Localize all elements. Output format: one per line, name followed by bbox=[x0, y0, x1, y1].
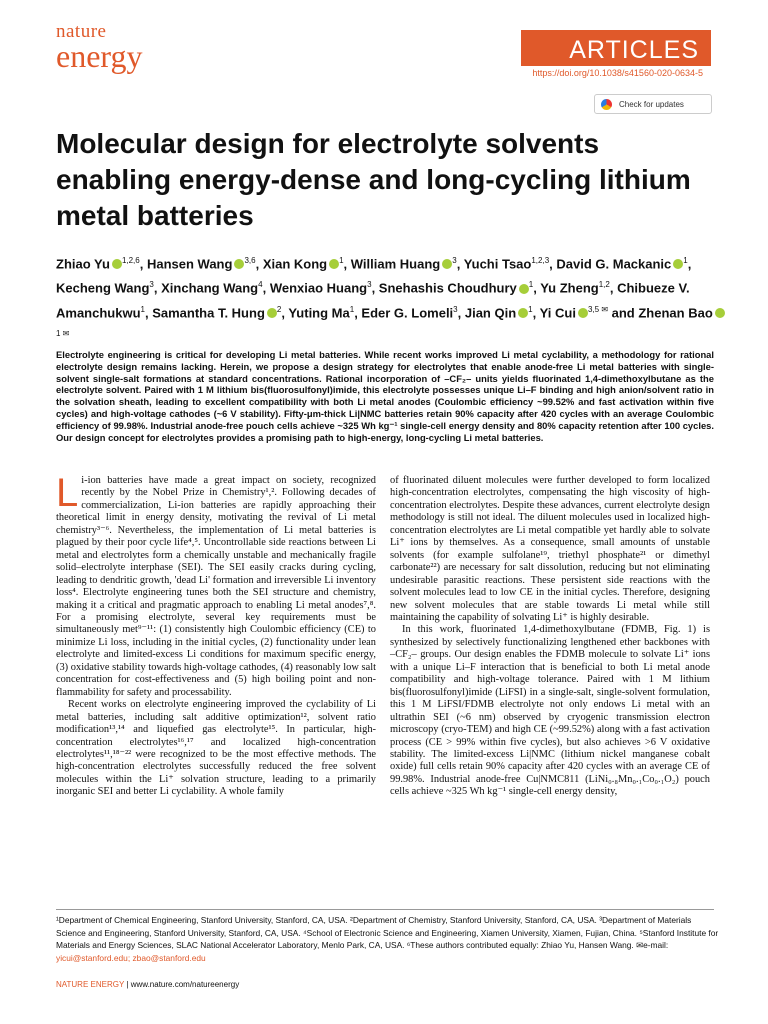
author-name[interactable]: David G. Mackanic bbox=[556, 256, 672, 272]
author-affiliation-sup: 3 bbox=[452, 256, 457, 265]
author-affiliation-sup: 1,2,3 bbox=[531, 256, 550, 265]
paragraph-3: of fluorinated diluent molecules were further developed to form localized high-concentration electrolytes, compensating the high viscosity of high-concentration electrolytes. Despite these advances, current electrolyte design methodology is still not ideal. The diluent molecules used in localized high-concentration electrolytes are Li metal compatible yet hardly able to solvate Li⁺ ions by themselves. As a consequence, small amounts of unstable solvents (for example sulfolane¹⁹, triethyl phosphate²¹ or dimethyl carbonate²²) are necessary for salt dissolution, reducing but not eliminating undesirable parasitic reactions. These persistent side reactions with the solvent molecules lead to low CE in the initial cycles. Therefore, designing new solvent molecules that are stable towards Li metal while still maintaining the capability of solvating Li⁺ is highly desirable. bbox=[390, 475, 710, 623]
email-links[interactable]: yicui@stanford.edu; zbao@stanford.edu bbox=[56, 952, 206, 963]
body-column-left bbox=[56, 471, 376, 799]
author-affiliation-sup: 3,5 ✉ bbox=[587, 304, 609, 314]
author-name[interactable]: Yu Zheng bbox=[540, 280, 599, 296]
author-affiliation-sup: 4 bbox=[258, 280, 263, 290]
paragraph-2: Recent works on electrolyte engineering improved the cyclability of Li metal batteries, including salt additive optimization¹², solvent ratio modification¹³,¹⁴ and liquefied gas electrolyte¹⁵. In particular, high-concentration electrolytes¹⁶,¹⁷ and localized high-concentration electrolytes¹¹,¹⁸⁻²² were recognized to be the most effective methods. The high-concentration electrolytes successfully reduced the free solvent molecules within the Li⁺ solvation structure, leading to a primarily inorganic SEI and better Li cyclability. A whole family bbox=[56, 699, 376, 798]
author-affiliation-sup: 1 bbox=[528, 304, 533, 314]
author-name[interactable]: Xinchang Wang bbox=[161, 280, 259, 296]
check-updates-button[interactable] bbox=[594, 94, 712, 114]
footnote-divider bbox=[56, 909, 714, 910]
footer-journal: NATURE ENERGY bbox=[56, 980, 125, 989]
orcid-icon[interactable] bbox=[519, 284, 529, 294]
logo-line-2: energy bbox=[56, 38, 143, 74]
paragraph-1 bbox=[56, 471, 376, 699]
orcid-icon[interactable] bbox=[442, 259, 452, 269]
author-affiliation-sup: 1 bbox=[339, 256, 344, 265]
author-affiliation-sup: 3 bbox=[367, 280, 372, 290]
author-list: Zhiao Yu $^{1,2,6}$, Hansen Wang $^{3,6}$, Xian Kong $^1$, William Huang $^3$, Yuchi Tsao$^{1,2,3}$, David G. Mackanic $^1$, Kecheng Wang$^3$, Xinchang Wang$^4$, Wenxiao Huang$^3$, Snehashis Choudhury $^1$, Yu Zheng$^{1,2}$, Chibueze V. Amanchukwu$^1$, Samantha T. Hung $^2$, Yuting Ma$^1$, Eder G. Lomeli$^3$, Jian Qin $^1$, Yi Cui $^{3,5 ✉}$ and Zhenan Bao$^{1 ✉}$ bbox=[56, 250, 726, 347]
drop-cap: L bbox=[56, 471, 79, 515]
footer-url[interactable]: | www.nature.com/natureenergy bbox=[124, 980, 240, 989]
crossmark-icon bbox=[601, 99, 612, 110]
check-updates-label: Check for updates bbox=[619, 100, 684, 109]
abstract: Electrolyte engineering is critical for developing Li metal batteries. While recent works improved Li metal cyclability, a methodology for rational electrolyte design remains lacking. Herein, we propose a design strategy for electrolytes that enable anode-free Li metal batteries with single-solvent single-salt formations at standard concentrations. Rational incorporation of –CF₂– units yields fluorinated 1,4-dimethoxylbutane as the electrolyte solvent. Paired with 1 M lithium bis(fluorosulfonyl)imide, this electrolyte possesses unique Li–F binding and high anion/solvent ratio in the solvation sheath, leading to excellent compatibility with both Li metal anodes (Coulombic efficiency ~99.52% and fast activation within five cycles) and high-voltage cathodes (~6 V stability). Fifty-μm-thick Li|NMC batteries retain 90% capacity after 420 cycles with an average Coulombic efficiency of 99.98%. Industrial anode-free pouch cells achieve ~325 Wh kg⁻¹ single-cell energy density and 80% capacity retention after 100 cycles. Our design concept for electrolytes provides a promising path to high-energy, long-cycling Li metal batteries. bbox=[56, 349, 714, 443]
author-name[interactable]: and Zhenan Bao bbox=[611, 304, 713, 320]
author-affiliation-sup: 3 bbox=[453, 304, 458, 314]
author-affiliation-sup: 3,6 bbox=[244, 256, 256, 265]
author-name[interactable]: Yuting Ma bbox=[288, 304, 350, 320]
author-affiliation-sup: 1,2,6 bbox=[121, 256, 140, 265]
orcid-icon[interactable] bbox=[518, 308, 528, 318]
author-name[interactable]: Kecheng Wang bbox=[56, 280, 150, 296]
paragraph-4: In this work, fluorinated 1,4-dimethoxylbutane (FDMB, Fig. 1) is synthesized by selectively functionalizing lengthened ether backbones with –CF₂– groups. Our design enables the FDMB molecule to solvate Li⁺ ions with a unique Li–F interaction that is beneficial to both Li metal anode compatibility and high-voltage tolerance. Paired with 1 M lithium bis(fluorosulfonyl)imide (LiFSI) in a single-salt, single-solvent formulation, this 1 M LiFSI/FDMB electrolyte not only endows Li metal with an ultrathin SEI (~6 nm) observed by cryogenic transmission electron microscopy (cryo-TEM) and high CE (~99.52%) along with a fast activation process (CE > 99% within five cycles), but also achieves >6 V oxidative stability. The limited-excess Li|NMC (lithium nickel manganese cobalt oxide) full cells retain 90% capacity after 420 cycles with an average CE of 99.98%. Industrial anode-free Cu|NMC811 (LiNi₀.₈Mn₀.₁Co₀.₁O₂) pouch cells achieve ~325 Wh kg⁻¹ single-cell energy density, bbox=[390, 624, 710, 798]
author-name[interactable]: Chibueze V. Amanchukwu bbox=[56, 280, 690, 320]
author-affiliation-sup: 1 bbox=[528, 280, 534, 290]
orcid-icon[interactable] bbox=[329, 259, 339, 269]
orcid-icon[interactable] bbox=[715, 308, 725, 318]
author-name[interactable]: Xian Kong bbox=[262, 256, 328, 272]
journal-logo bbox=[56, 21, 143, 74]
author-affiliation-sup: 1 bbox=[349, 304, 355, 314]
author-name[interactable]: Yuchi Tsao bbox=[463, 256, 532, 272]
paragraph-1-text: i-ion batteries have made a great impact on society, recognized recently by the Nobel Prize in Chemistry¹,². Following decades of commercialization, Li-ion batteries are rapidly approaching their theoretical limit in energy density, motivating the revival of Li metal chemistry³⁻⁶. Nevertheless, the implementation of Li metal batteries is plagued by their poor cycle life⁴,⁵. Uncontrollable side reactions between Li metal and electrolytes form a chemically unstable and mechanically fragile solid–electrolyte interphase (SEI). The SEI easily cracks during cycling, leading to dendritic growth, 'dead Li' formation and irreversible Li inventory loss⁴. Electrolyte engineering tunes both the SEI structure and chemistry, making it a critical and pragmatic approach to enabling Li metal anodes⁷,⁸. For a promising electrolyte, several key requirements must be simultaneously met⁹⁻¹¹: (1) consistently high Coulombic efficiency (CE) to minimize Li loss, including in the initial cycles, (2) functionality under lean electrolyte and limited-excess Li conditions for maximum specific energy, (3) oxidative stability towards high-voltage cathodes, (4) reasonably low salt concentration for cost-effectiveness and (5) high boiling point and non-flammability for safety and processability. bbox=[56, 475, 376, 698]
orcid-icon[interactable] bbox=[267, 308, 277, 318]
author-name[interactable]: Jian Qin bbox=[464, 304, 517, 320]
author-name[interactable]: Samantha T. Hung bbox=[152, 304, 265, 320]
author-name[interactable]: Wenxiao Huang bbox=[269, 280, 368, 296]
logo-line-1: nature bbox=[56, 21, 107, 42]
author-name[interactable]: Eder G. Lomeli bbox=[361, 304, 454, 320]
author-affiliation-sup: 1,2 bbox=[598, 280, 610, 290]
body-column-right bbox=[390, 475, 710, 799]
author-name[interactable]: Yi Cui bbox=[539, 304, 576, 320]
author-name[interactable]: Snehashis Choudhury bbox=[378, 280, 517, 296]
page-footer bbox=[56, 980, 239, 989]
orcid-icon[interactable] bbox=[112, 259, 122, 269]
affiliations bbox=[56, 914, 720, 964]
author-name[interactable]: William Huang bbox=[350, 256, 441, 272]
author-affiliation-sup: 3 bbox=[149, 280, 154, 290]
author-name[interactable]: Hansen Wang bbox=[146, 256, 233, 272]
author-affiliation-sup: 1 bbox=[683, 256, 688, 265]
article-title: Molecular design for electrolyte solvents enabling energy-dense and long-cycling lithium metal batteries bbox=[56, 128, 691, 231]
section-label: ARTICLES bbox=[521, 30, 711, 66]
author-affiliation-sup: 1 bbox=[140, 304, 145, 314]
doi-link[interactable]: https://doi.org/10.1038/s41560-020-0634-5 bbox=[532, 68, 703, 78]
orcid-icon[interactable] bbox=[578, 308, 588, 318]
orcid-icon[interactable] bbox=[673, 259, 683, 269]
affiliations-text: ¹Department of Chemical Engineering, Stanford University, Stanford, CA, USA. ²Department of Chemistry, Stanford University, Stanford, CA, USA. ³Department of Materials Science and Engineering, Stanford University, Stanford, CA, USA. ⁴School of Electronic Science and Engineering, Xiamen University, Xiamen, Fujian, China. ⁵Stanford Institute for Materials and Energy Sciences, SLAC National Accelerator Laboratory, Menlo Park, CA, USA. ⁶These authors contributed equally: Zhiao Yu, Hansen Wang. ✉e-mail: bbox=[56, 915, 719, 950]
author-name[interactable]: Zhiao Yu bbox=[56, 256, 110, 272]
orcid-icon[interactable] bbox=[234, 259, 244, 269]
author-affiliation-sup: 2 bbox=[276, 304, 282, 314]
author-affiliation-sup: 1 ✉ bbox=[56, 328, 70, 338]
